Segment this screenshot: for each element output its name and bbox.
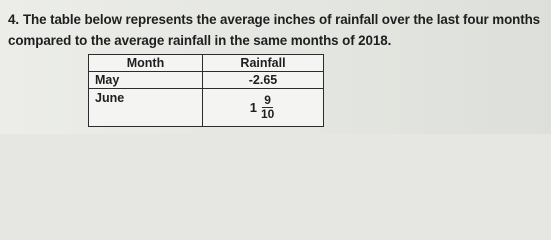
fraction — [259, 94, 276, 121]
table-row-may — [89, 72, 324, 89]
whole-number: 1 — [249, 99, 257, 115]
fraction-denominator: 10 — [260, 107, 275, 121]
rainfall-column-header: Rainfall — [203, 55, 324, 72]
rainfall-cell: -2.65 — [203, 72, 324, 89]
fraction-numerator: 9 — [264, 93, 271, 107]
mixed-number — [250, 94, 277, 121]
rainfall-table — [88, 54, 324, 127]
question-4 — [8, 10, 543, 51]
question-number: 4. — [8, 12, 19, 27]
table-header-row — [89, 55, 324, 72]
month-cell: May — [89, 72, 203, 89]
question-text-line-2: compared to the average rainfall in the same months of 2018. — [8, 33, 392, 48]
table-row-june — [89, 89, 324, 127]
question-text-line-1: The table below represents the average inches of rainfall over the last four months — [22, 12, 541, 27]
rainfall-cell — [203, 89, 324, 127]
month-cell: June — [89, 89, 203, 127]
month-column-header: Month — [89, 55, 203, 72]
